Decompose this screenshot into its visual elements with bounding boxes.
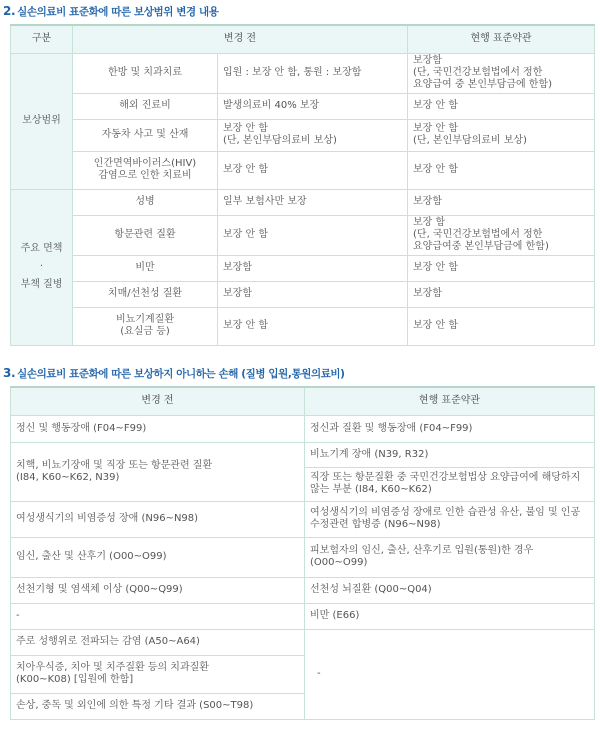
row-item: 항문관련 질환: [73, 215, 218, 255]
row-current: 선천성 뇌질환 (Q00~Q04): [305, 577, 595, 603]
row-before: 여성생식기의 비염증성 장애 (N96~N98): [11, 501, 305, 537]
table-row: [11, 53, 595, 93]
table-row: [11, 281, 595, 307]
table-row: [11, 255, 595, 281]
table-row: [11, 603, 595, 629]
row-before: 보장 안 함 (단, 본인부담의료비 보상): [218, 119, 408, 151]
section-2-title: [3, 4, 219, 19]
row-current: 정신과 질환 및 행동장애 (F04~F99): [305, 415, 595, 442]
row-current: 피보험자의 임신, 출산, 산후기로 입원(통원)한 경우 (O00~O99): [305, 537, 595, 577]
table-row: [11, 629, 595, 655]
table-row: [11, 93, 595, 119]
coverage-change-table: [10, 24, 595, 346]
row-before: 일부 보험사만 보장: [218, 189, 408, 215]
row-item: 인간면역바이러스(HIV) 감염으로 인한 치료비: [73, 151, 218, 189]
row-current: 보장 안 함: [408, 93, 595, 119]
row-before: 보장함: [218, 281, 408, 307]
row-current: 비뇨기계 장애 (N39, R32): [305, 442, 595, 467]
row-current: 보장함: [408, 189, 595, 215]
table-header-row: [11, 387, 595, 415]
table-row: [11, 215, 595, 255]
row-current: 여성생식기의 비염증성 장애로 인한 습관성 유산, 불임 및 인공수정관련 합병증 (N96~N98): [305, 501, 595, 537]
row-item: 해외 진료비: [73, 93, 218, 119]
section-3-title-text: 실손의료비 표준화에 따른 보상하지 아니하는 손해 (질병 입원,통원의료비): [17, 368, 345, 380]
row-current: 보장함 (단, 국민건강보험법에서 정한 요양급여 중 본인부담금에 한함): [408, 53, 595, 93]
row-before: 보장 안 함: [218, 151, 408, 189]
header-before: 변경 전: [11, 387, 305, 415]
row-before: 선천기형 및 염색체 이상 (Q00~Q99): [11, 577, 305, 603]
section-3-title: [3, 366, 345, 381]
section-2-number: 2.: [3, 4, 16, 18]
section-3-number: 3.: [3, 366, 16, 380]
header-before: 변경 전: [73, 25, 408, 53]
row-current: 보장 안 함: [408, 151, 595, 189]
category-exemptions: 주요 면책 · 부책 질병: [11, 189, 73, 345]
table-row: [11, 577, 595, 603]
table-row: [11, 501, 595, 537]
table-row: [11, 537, 595, 577]
table-row: [11, 307, 595, 345]
row-item: 비뇨기계질환 (요실금 등): [73, 307, 218, 345]
row-item: 자동차 사고 및 산재: [73, 119, 218, 151]
table-row: [11, 151, 595, 189]
row-before: 임신, 출산 및 산후기 (O00~O99): [11, 537, 305, 577]
row-item: 한방 및 치과치료: [73, 53, 218, 93]
row-before: 입원 : 보장 안 함, 통원 : 보장함: [218, 53, 408, 93]
row-before: 손상, 중독 및 외인에 의한 특정 기타 결과 (S00~T98): [11, 693, 305, 719]
header-current: 현행 표준약관: [305, 387, 595, 415]
section-2-title-text: 실손의료비 표준화에 따른 보상범위 변경 내용: [17, 6, 219, 18]
row-current: 보장함: [408, 281, 595, 307]
category-coverage: 보상범위: [11, 53, 73, 189]
row-before: 보장 안 함: [218, 215, 408, 255]
row-current: 보장 안 함 (단, 본인부담의료비 보상): [408, 119, 595, 151]
row-current: 비만 (E66): [305, 603, 595, 629]
exclusion-table: [10, 386, 595, 720]
row-before: 발생의료비 40% 보장: [218, 93, 408, 119]
row-current: 보장 함 (단, 국민건강보험법에서 정한 요양급여중 본인부담금에 한함): [408, 215, 595, 255]
table-row: [11, 119, 595, 151]
row-before: 보장 안 함: [218, 307, 408, 345]
row-current: 직장 또는 항문질환 중 국민건강보험법상 요양급여에 해당하지 않는 부분 (I84, K60~K62): [305, 467, 595, 501]
row-current: -: [305, 629, 595, 719]
table-row: [11, 189, 595, 215]
table-header-row: [11, 25, 595, 53]
row-current: 보장 안 함: [408, 307, 595, 345]
row-item: 비만: [73, 255, 218, 281]
row-before: -: [11, 603, 305, 629]
row-item: 치매/선천성 질환: [73, 281, 218, 307]
row-item: 성병: [73, 189, 218, 215]
header-category: 구분: [11, 25, 73, 53]
row-before: 주로 성행위로 전파되는 감염 (A50~A64): [11, 629, 305, 655]
row-before: 치핵, 비뇨기장애 및 직장 또는 항문관련 질환 (I84, K60~K62, N39): [11, 442, 305, 501]
table-row: [11, 415, 595, 442]
row-before: 정신 및 행동장애 (F04~F99): [11, 415, 305, 442]
row-before: 치아우식증, 치아 및 치주질환 등의 치과질환 (K00~K08) [입원에 한함]: [11, 655, 305, 693]
row-current: 보장 안 함: [408, 255, 595, 281]
row-before: 보장함: [218, 255, 408, 281]
header-current: 현행 표준약관: [408, 25, 595, 53]
table-row: [11, 442, 595, 467]
